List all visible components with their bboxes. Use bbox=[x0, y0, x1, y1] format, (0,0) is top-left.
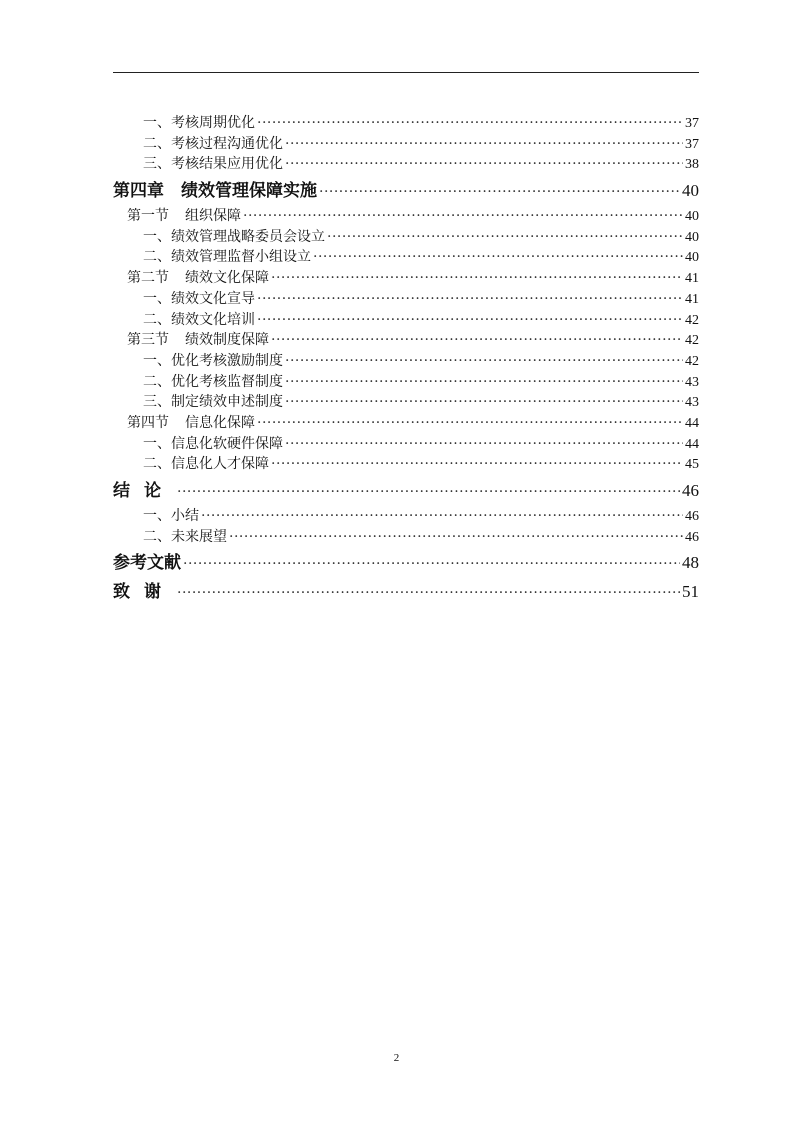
toc-page-number: 46 bbox=[685, 529, 699, 545]
toc-item-label: 二、优化考核监督制度 bbox=[143, 373, 283, 390]
toc-item[interactable] bbox=[113, 289, 699, 310]
toc-page-number: 42 bbox=[685, 312, 699, 328]
toc-conclusion[interactable] bbox=[113, 477, 699, 504]
toc-section-title: 绩效制度保障 bbox=[185, 332, 269, 349]
dot-leader bbox=[285, 392, 683, 413]
dot-leader bbox=[257, 413, 683, 434]
dot-leader bbox=[285, 351, 683, 372]
toc-item[interactable] bbox=[113, 372, 699, 393]
toc-item[interactable] bbox=[113, 527, 699, 548]
toc-page-number: 41 bbox=[685, 291, 699, 307]
toc-page-number: 48 bbox=[682, 553, 699, 573]
toc-item-label: 二、信息化人才保障 bbox=[143, 456, 269, 473]
toc-page-number: 40 bbox=[685, 250, 699, 266]
dot-leader bbox=[285, 134, 683, 155]
toc-page-number: 44 bbox=[685, 436, 699, 452]
dot-leader bbox=[285, 372, 683, 393]
toc-item[interactable] bbox=[113, 247, 699, 268]
dot-leader bbox=[177, 580, 680, 605]
toc-page-number: 37 bbox=[685, 136, 699, 152]
toc-item-label: 二、绩效文化培训 bbox=[143, 311, 255, 328]
toc-item-label: 一、信息化软硬件保障 bbox=[143, 435, 283, 452]
dot-leader bbox=[285, 434, 683, 455]
toc-section-number: 第三节 bbox=[127, 332, 169, 349]
toc-item[interactable] bbox=[113, 392, 699, 413]
toc-page-number: 43 bbox=[685, 395, 699, 411]
toc-item[interactable] bbox=[113, 310, 699, 331]
toc-chapter-label bbox=[113, 579, 175, 605]
toc-section-title: 信息化保障 bbox=[185, 414, 255, 431]
toc-page-number: 42 bbox=[685, 353, 699, 369]
dot-leader bbox=[319, 179, 680, 204]
toc-chapter-label: 参考文献 bbox=[113, 553, 181, 574]
toc-page-number: 42 bbox=[685, 333, 699, 349]
toc-page-number: 51 bbox=[682, 582, 699, 602]
header-rule bbox=[113, 72, 699, 73]
dot-leader bbox=[271, 454, 683, 475]
dot-leader bbox=[243, 206, 683, 227]
toc-section-number: 第二节 bbox=[127, 270, 169, 287]
toc-item[interactable] bbox=[113, 154, 699, 175]
dot-leader bbox=[257, 310, 683, 331]
toc-item[interactable] bbox=[113, 113, 699, 134]
toc-item-label: 三、考核结果应用优化 bbox=[143, 156, 283, 173]
toc-page-number: 38 bbox=[685, 157, 699, 173]
toc-page-number: 45 bbox=[685, 457, 699, 473]
toc-item-label: 一、小结 bbox=[143, 508, 199, 524]
toc-section-label bbox=[127, 330, 269, 351]
toc-item-label: 二、考核过程沟通优化 bbox=[143, 135, 283, 152]
toc-chapter-label bbox=[113, 478, 175, 504]
toc-item-label: 二、未来展望 bbox=[143, 528, 227, 545]
toc-page-number: 37 bbox=[685, 116, 699, 131]
toc-chapter-label: 第四章 绩效管理保障实施 bbox=[113, 181, 317, 202]
toc-section-label bbox=[127, 268, 269, 289]
toc-item-label: 三、制定绩效申述制度 bbox=[143, 394, 283, 411]
toc-page-number: 43 bbox=[685, 374, 699, 390]
dot-leader bbox=[271, 268, 683, 289]
footer-page-number: 2 bbox=[393, 1052, 400, 1064]
toc-item[interactable] bbox=[113, 434, 699, 455]
toc-item-label: 一、绩效文化宣导 bbox=[143, 290, 255, 307]
toc-chapter-4[interactable] bbox=[113, 177, 699, 204]
toc-page-number: 46 bbox=[685, 509, 699, 524]
toc-item[interactable] bbox=[113, 454, 699, 475]
toc-item-label: 一、优化考核激励制度 bbox=[143, 352, 283, 369]
toc-section-number: 第四节 bbox=[127, 414, 169, 431]
dot-leader bbox=[257, 289, 683, 310]
toc-section-label bbox=[127, 413, 255, 434]
conclusion-label: 结论 bbox=[113, 481, 175, 501]
dot-leader bbox=[313, 247, 683, 268]
toc-page-number: 44 bbox=[685, 415, 699, 431]
table-of-contents bbox=[113, 113, 699, 607]
toc-page-number: 41 bbox=[685, 271, 699, 287]
toc-references[interactable] bbox=[113, 549, 699, 576]
toc-section[interactable] bbox=[113, 330, 699, 351]
toc-item[interactable] bbox=[113, 134, 699, 155]
toc-page-number: 40 bbox=[685, 209, 699, 225]
dot-leader bbox=[327, 227, 683, 248]
toc-page-number: 46 bbox=[682, 481, 699, 500]
toc-item-label: 一、考核周期优化 bbox=[143, 115, 255, 131]
toc-item-label: 二、绩效管理监督小组设立 bbox=[143, 249, 311, 266]
dot-leader bbox=[177, 479, 680, 504]
dot-leader bbox=[257, 113, 683, 134]
dot-leader bbox=[201, 506, 683, 527]
toc-section-label bbox=[127, 206, 241, 227]
toc-item[interactable] bbox=[113, 506, 699, 527]
toc-section-title: 绩效文化保障 bbox=[185, 270, 269, 287]
toc-item-label: 一、绩效管理战略委员会设立 bbox=[143, 228, 325, 245]
toc-section[interactable] bbox=[113, 268, 699, 289]
dot-leader bbox=[229, 527, 683, 548]
dot-leader bbox=[183, 551, 680, 576]
toc-section[interactable] bbox=[113, 413, 699, 434]
toc-page-number: 40 bbox=[682, 181, 699, 201]
toc-section[interactable] bbox=[113, 206, 699, 227]
toc-item[interactable] bbox=[113, 227, 699, 248]
dot-leader bbox=[285, 154, 683, 175]
toc-item[interactable] bbox=[113, 351, 699, 372]
dot-leader bbox=[271, 330, 683, 351]
toc-section-number: 第一节 bbox=[127, 208, 169, 225]
acknowledgements-label: 致谢 bbox=[113, 582, 175, 603]
toc-section-title: 组织保障 bbox=[185, 208, 241, 225]
toc-page-number: 40 bbox=[685, 229, 699, 245]
toc-acknowledgements[interactable] bbox=[113, 578, 699, 605]
